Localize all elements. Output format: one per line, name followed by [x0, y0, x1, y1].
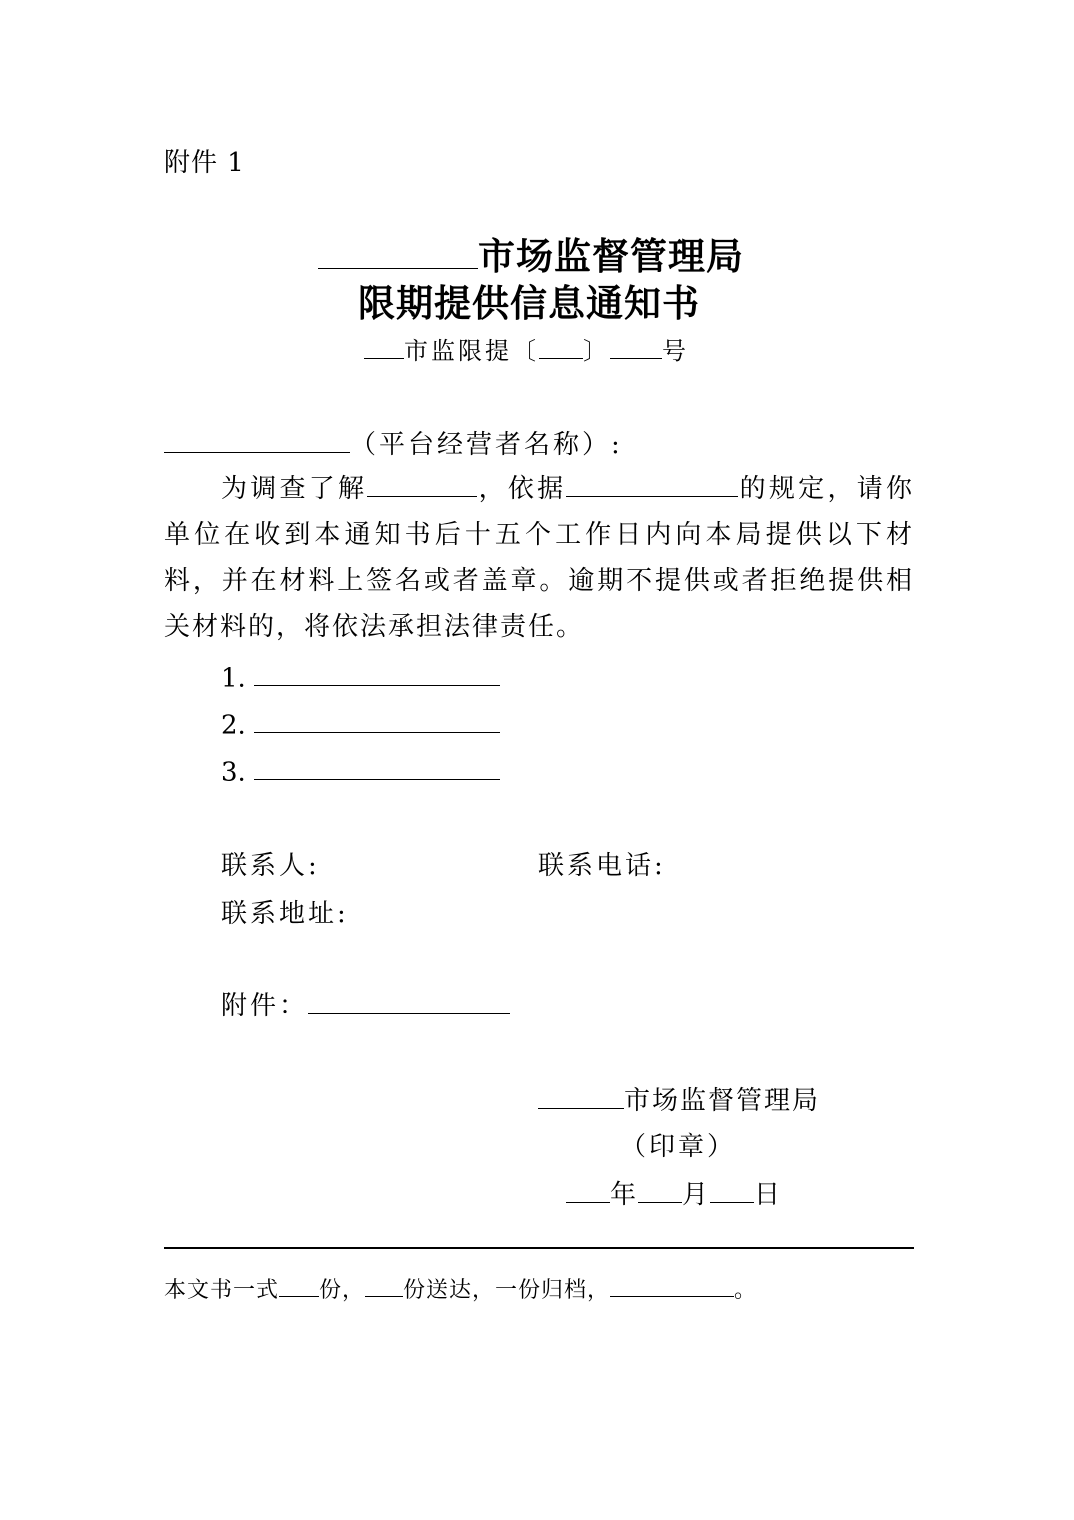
doc-number-year-blank[interactable]	[539, 333, 583, 359]
legal-basis-blank[interactable]	[566, 469, 738, 497]
material-item-3	[221, 752, 500, 787]
attachment-label: 附件 1	[164, 148, 245, 178]
copies-footer	[164, 1273, 757, 1304]
item-number: 3.	[221, 757, 246, 788]
contact-phone-label: 联系电话:	[538, 851, 666, 881]
doc-number-close-bracket: 〕	[583, 337, 610, 365]
addressee-label: （平台经营者名称）:	[350, 430, 623, 460]
material-item-2	[221, 705, 500, 740]
contact-address-label: 联系地址:	[221, 899, 349, 929]
signing-bureau-blank[interactable]	[538, 1081, 624, 1109]
doc-number-prefix-blank[interactable]	[364, 333, 404, 359]
signing-bureau-suffix: 市场监督管理局	[624, 1086, 821, 1116]
served-copies-blank[interactable]	[365, 1273, 403, 1297]
bureau-name-blank[interactable]	[318, 229, 478, 269]
attachment-field-label: 附件：	[221, 991, 309, 1021]
addressee-line	[164, 424, 623, 461]
doc-number-open-bracket: 〔	[512, 337, 539, 365]
official-seal-label: （印章）	[620, 1132, 737, 1162]
document-title-line1	[318, 226, 744, 280]
footer-segment-3: 份送达，一份归档，	[403, 1278, 611, 1304]
document-number	[364, 331, 689, 366]
remaining-copy-blank[interactable]	[610, 1273, 734, 1297]
attachment-blank[interactable]	[308, 986, 510, 1014]
item-number: 1.	[221, 663, 246, 694]
document-title-line2: 限期提供信息通知书	[358, 281, 700, 325]
month-label: 月	[682, 1180, 711, 1210]
material-item-blank[interactable]	[254, 658, 500, 686]
body-segment-3: 的规定，请你单位在收到本通知书后十五个工作日内向本局提供以下材料，并在材料上签名或者盖章。逾期不提供或者拒绝提供相关材料的，将依法承担法律责任。	[164, 474, 914, 642]
material-item-1	[221, 658, 500, 693]
body-segment-1: 为调查了解	[221, 474, 368, 504]
year-blank[interactable]	[566, 1175, 610, 1203]
investigation-subject-blank[interactable]	[367, 469, 477, 497]
footer-divider	[164, 1247, 914, 1249]
footer-segment-2: 份，	[319, 1278, 366, 1304]
doc-number-label: 市监限提	[404, 337, 512, 365]
year-label: 年	[610, 1180, 639, 1210]
contact-person-label: 联系人:	[221, 851, 320, 881]
platform-operator-name-blank[interactable]	[164, 425, 350, 453]
total-copies-blank[interactable]	[279, 1273, 319, 1297]
day-label: 日	[754, 1180, 783, 1210]
material-item-blank[interactable]	[254, 705, 500, 733]
item-number: 2.	[221, 710, 246, 741]
footer-segment-1: 本文书一式	[164, 1278, 280, 1304]
material-item-blank[interactable]	[254, 752, 500, 780]
signing-bureau	[538, 1080, 820, 1117]
doc-number-serial-blank[interactable]	[610, 333, 662, 359]
date-line	[566, 1174, 782, 1211]
month-blank[interactable]	[638, 1175, 682, 1203]
day-blank[interactable]	[710, 1175, 754, 1203]
doc-number-suffix: 号	[662, 337, 689, 365]
attachment-field	[221, 985, 510, 1022]
title-bureau-suffix: 市场监督管理局	[478, 234, 744, 278]
notice-paragraph	[164, 466, 914, 650]
footer-segment-4: 。	[734, 1278, 758, 1304]
body-segment-2: ，依据	[477, 474, 567, 504]
